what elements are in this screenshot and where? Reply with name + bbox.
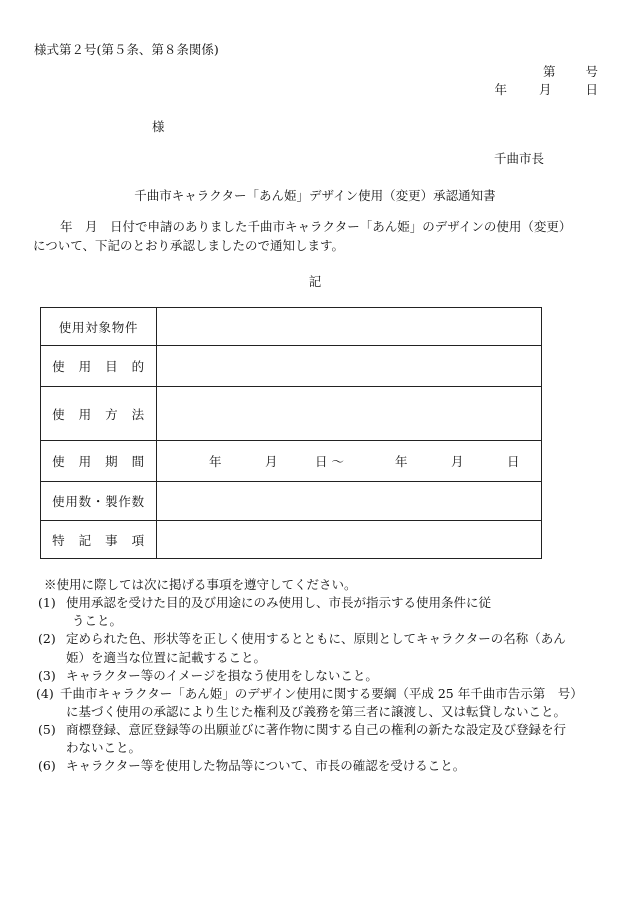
- body-text-line-1: 年 月 日付で申請のありました千曲市キャラクター「あん姫」のデザインの使用（変更）: [60, 219, 572, 234]
- issuer-name: 千曲市長: [493, 151, 544, 166]
- date-month: 月: [538, 82, 552, 97]
- row-label-period: 使 用 期 間: [41, 441, 157, 482]
- notes-heading: ※使用に際しては次に掲げる事項を遵守してください。: [44, 577, 357, 592]
- note-text: キャラクター等のイメージを損なう使用をしないこと。: [66, 667, 378, 683]
- issue-date-line: [494, 84, 598, 97]
- note-text: 千曲市キャラクター「あん姫」のデザイン使用に関する要綱（平成 25 年千曲市告示第 号）: [60, 685, 583, 701]
- number-suffix: 号: [585, 64, 598, 79]
- note-text: 商標登録、意匠登録等の出願並びに著作物に関する自己の権利の新たな設定及び登録を行: [66, 722, 567, 737]
- row-label-purpose: 使 用 目 的: [41, 346, 157, 387]
- number-prefix: 第: [542, 64, 556, 79]
- note-number: (3): [38, 667, 56, 683]
- note-text-continued: うこと。: [72, 613, 123, 629]
- note-number: (2): [38, 631, 56, 647]
- row-label-method: 使 用 方 法: [41, 387, 157, 441]
- table-row: [41, 521, 542, 559]
- details-table: [40, 307, 542, 559]
- row-label-remarks: 特 記 事 項: [41, 521, 157, 559]
- note-text-continued: に基づく使用の承認により生じた権利及び義務を第三者に譲渡し、又は転貸しないこと。: [66, 703, 567, 719]
- row-value-remarks: [157, 521, 542, 559]
- note-item: [38, 685, 626, 721]
- date-day: 日: [585, 82, 598, 97]
- note-number: (1): [38, 595, 56, 611]
- note-text-continued: わないこと。: [66, 740, 142, 756]
- note-text: キャラクター等を使用した物品等について、市長の確認を受けること。: [66, 758, 466, 774]
- note-item: [38, 721, 626, 757]
- period-start-year: 年: [209, 454, 222, 469]
- row-value-quantity: [157, 482, 542, 521]
- note-item: [38, 630, 626, 666]
- note-number: (6): [38, 758, 56, 774]
- table-row: [41, 482, 542, 521]
- note-text-continued: 姫）を適当な位置に記載すること。: [66, 649, 267, 665]
- form-number: 様式第２号(第５条、第８条関係): [34, 42, 219, 57]
- period-end-month: 月: [451, 454, 464, 469]
- period-fields: [157, 441, 541, 481]
- table-row: [41, 346, 542, 387]
- period-start-month: 月: [265, 454, 278, 469]
- table-row: [41, 387, 542, 441]
- document-title: 千曲市キャラクター「あん姫」デザイン使用（変更）承認通知書: [134, 188, 496, 203]
- note-number: (4): [36, 685, 54, 701]
- ki-heading: 記: [308, 274, 322, 289]
- period-start-day: 日 〜: [315, 454, 344, 469]
- note-item: [38, 757, 626, 775]
- row-value-method: [157, 387, 542, 441]
- addressee-suffix: 様: [152, 119, 165, 134]
- note-text: 使用承認を受けた目的及び用途にのみ使用し、市長が指示する使用条件に従: [66, 595, 492, 611]
- document-number-line: [543, 66, 598, 79]
- table-row: [41, 308, 542, 346]
- row-value-target: [157, 308, 542, 346]
- row-label-target: 使用対象物件: [41, 308, 157, 346]
- row-value-period: [157, 441, 542, 482]
- body-text-line-2: について、下記のとおり承認しましたので通知します。: [33, 238, 345, 253]
- date-year: 年: [494, 82, 507, 97]
- period-end-year: 年: [395, 454, 408, 469]
- row-value-purpose: [157, 346, 542, 387]
- note-text: 定められた色、形状等を正しく使用するとともに、原則としてキャラクターの名称（あん: [66, 631, 566, 647]
- note-item: [38, 667, 626, 685]
- note-item: [38, 594, 626, 630]
- note-number: (5): [38, 722, 56, 737]
- period-end-day: 日: [507, 454, 520, 469]
- table-row: [41, 441, 542, 482]
- row-label-quantity: 使用数・製作数: [41, 482, 157, 521]
- usage-notes: [38, 576, 626, 775]
